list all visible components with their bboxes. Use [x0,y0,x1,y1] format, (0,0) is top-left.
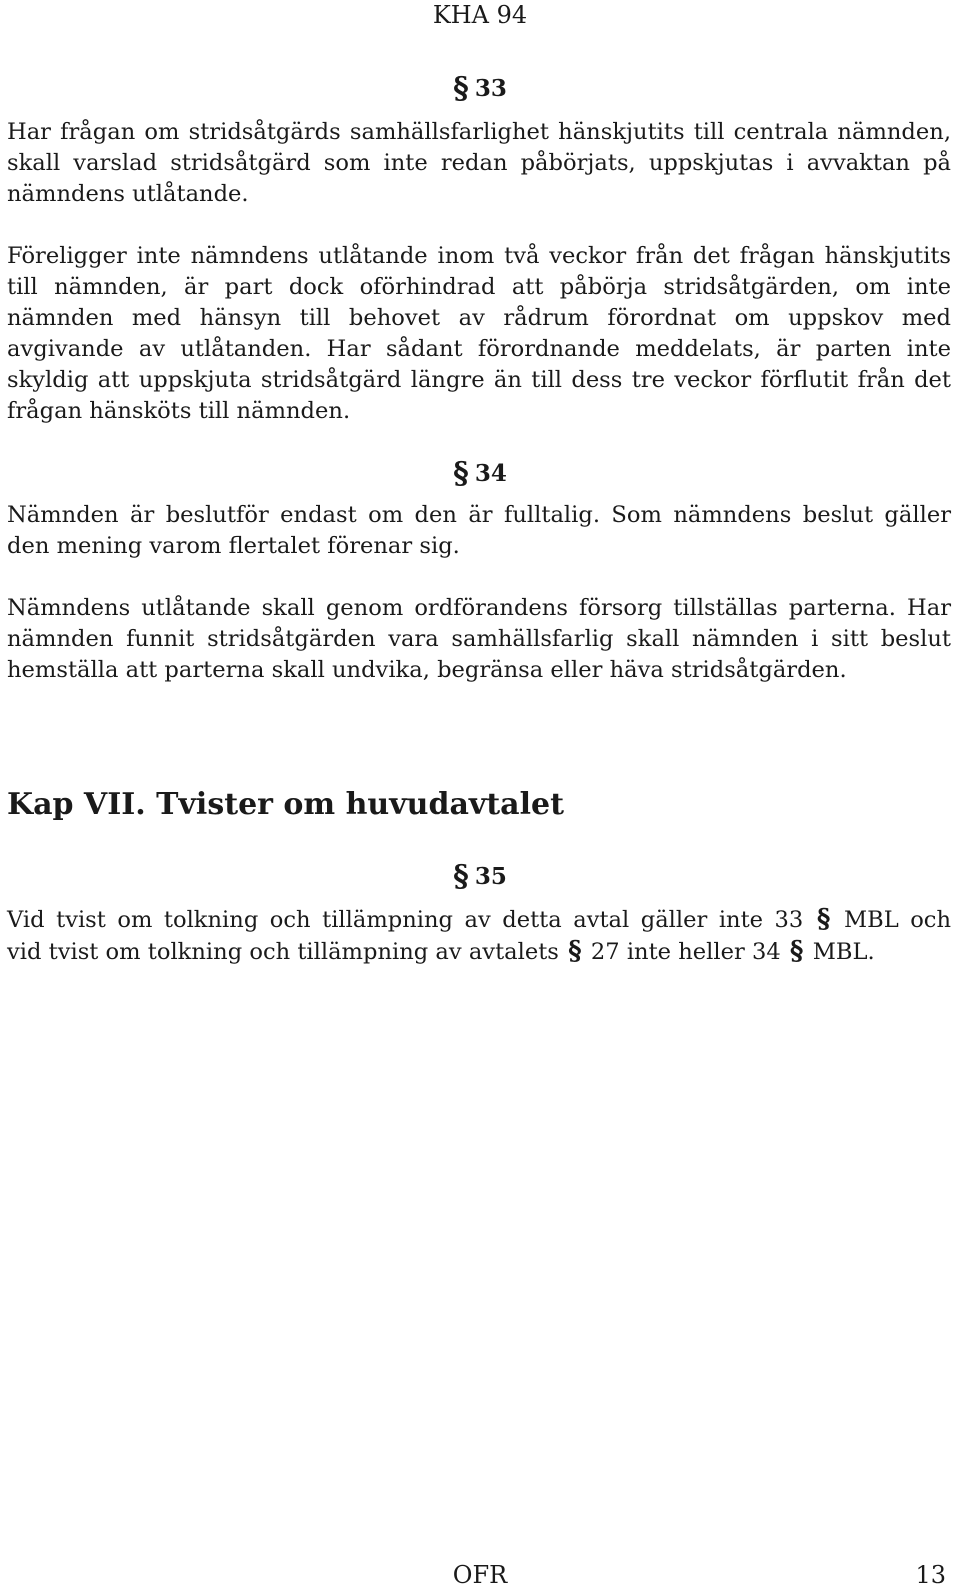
text-run: MBL och [843,907,952,933]
paragraph-line-1 [7,904,951,936]
text-run: MBL. [812,939,875,965]
section-heading-33 [0,71,960,106]
paragraph-text: Nämndens utlåtande skall genom ordförandens försorg tillställas parterna. Har nämnden funnit stridsåtgärden vara samhällsfarlig skall nämnden i sitt beslut hemställa att parterna skall undvika, begränsa eller häva stridsåtgärden. [7,595,951,683]
section-heading-34 [0,456,960,491]
paragraph-text: Har frågan om stridsåtgärds samhällsfarlighet hänskjutits till centrala nämnden, skall varslad stridsåtgärd som inte redan påbörjats, uppskjutas i avvaktan på nämndens utlåtande. [7,119,951,207]
section-33-paragraph-1 [7,117,951,210]
paragraph-line-2 [7,936,951,968]
section-sign: § [816,904,831,934]
section-number: 34 [474,460,507,487]
text-run: Vid tvist om tolkning och tillämpning av detta avtal gäller inte 33 [7,907,804,933]
text-run: vid tvist om tolkning och tillämpning av avtalets [7,939,559,965]
text-run: 27 inte heller 34 [590,939,781,965]
section-34-paragraph-1 [7,500,951,562]
section-number: 35 [474,863,507,890]
section-sign: § [453,859,469,894]
section-sign: § [789,936,804,966]
section-34-paragraph-2 [7,593,951,686]
running-header: KHA 94 [432,1,528,29]
section-33-paragraph-2 [7,241,951,427]
chapter-heading: Kap VII. Tvister om huvudavtalet [7,787,564,822]
paragraph-text: Nämnden är beslutför endast om den är fulltalig. Som nämndens beslut gäller den mening varom flertalet förenar sig. [7,502,951,559]
section-sign: § [453,456,469,491]
section-sign: § [568,936,582,966]
page-number: 13 [915,1561,946,1589]
footer-publisher: OFR [452,1561,508,1589]
section-35-paragraph [7,904,951,968]
section-sign: § [453,71,469,106]
section-number: 33 [474,75,507,102]
section-heading-35 [0,859,960,894]
paragraph-text: Föreligger inte nämndens utlåtande inom två veckor från det frågan hänskjutits till nämnden, är part dock oförhindrad att påbörja stridsåtgärden, om inte nämnden med hänsyn till behovet av rådrum förordnat om uppskov med avgivande av utlåtanden. Har sådant förordnande meddelats, är parten inte skyldig att uppskjuta stridsåtgärd längre än till dess tre veckor förflutit från det frågan hänsköts till nämnden. [7,243,951,424]
